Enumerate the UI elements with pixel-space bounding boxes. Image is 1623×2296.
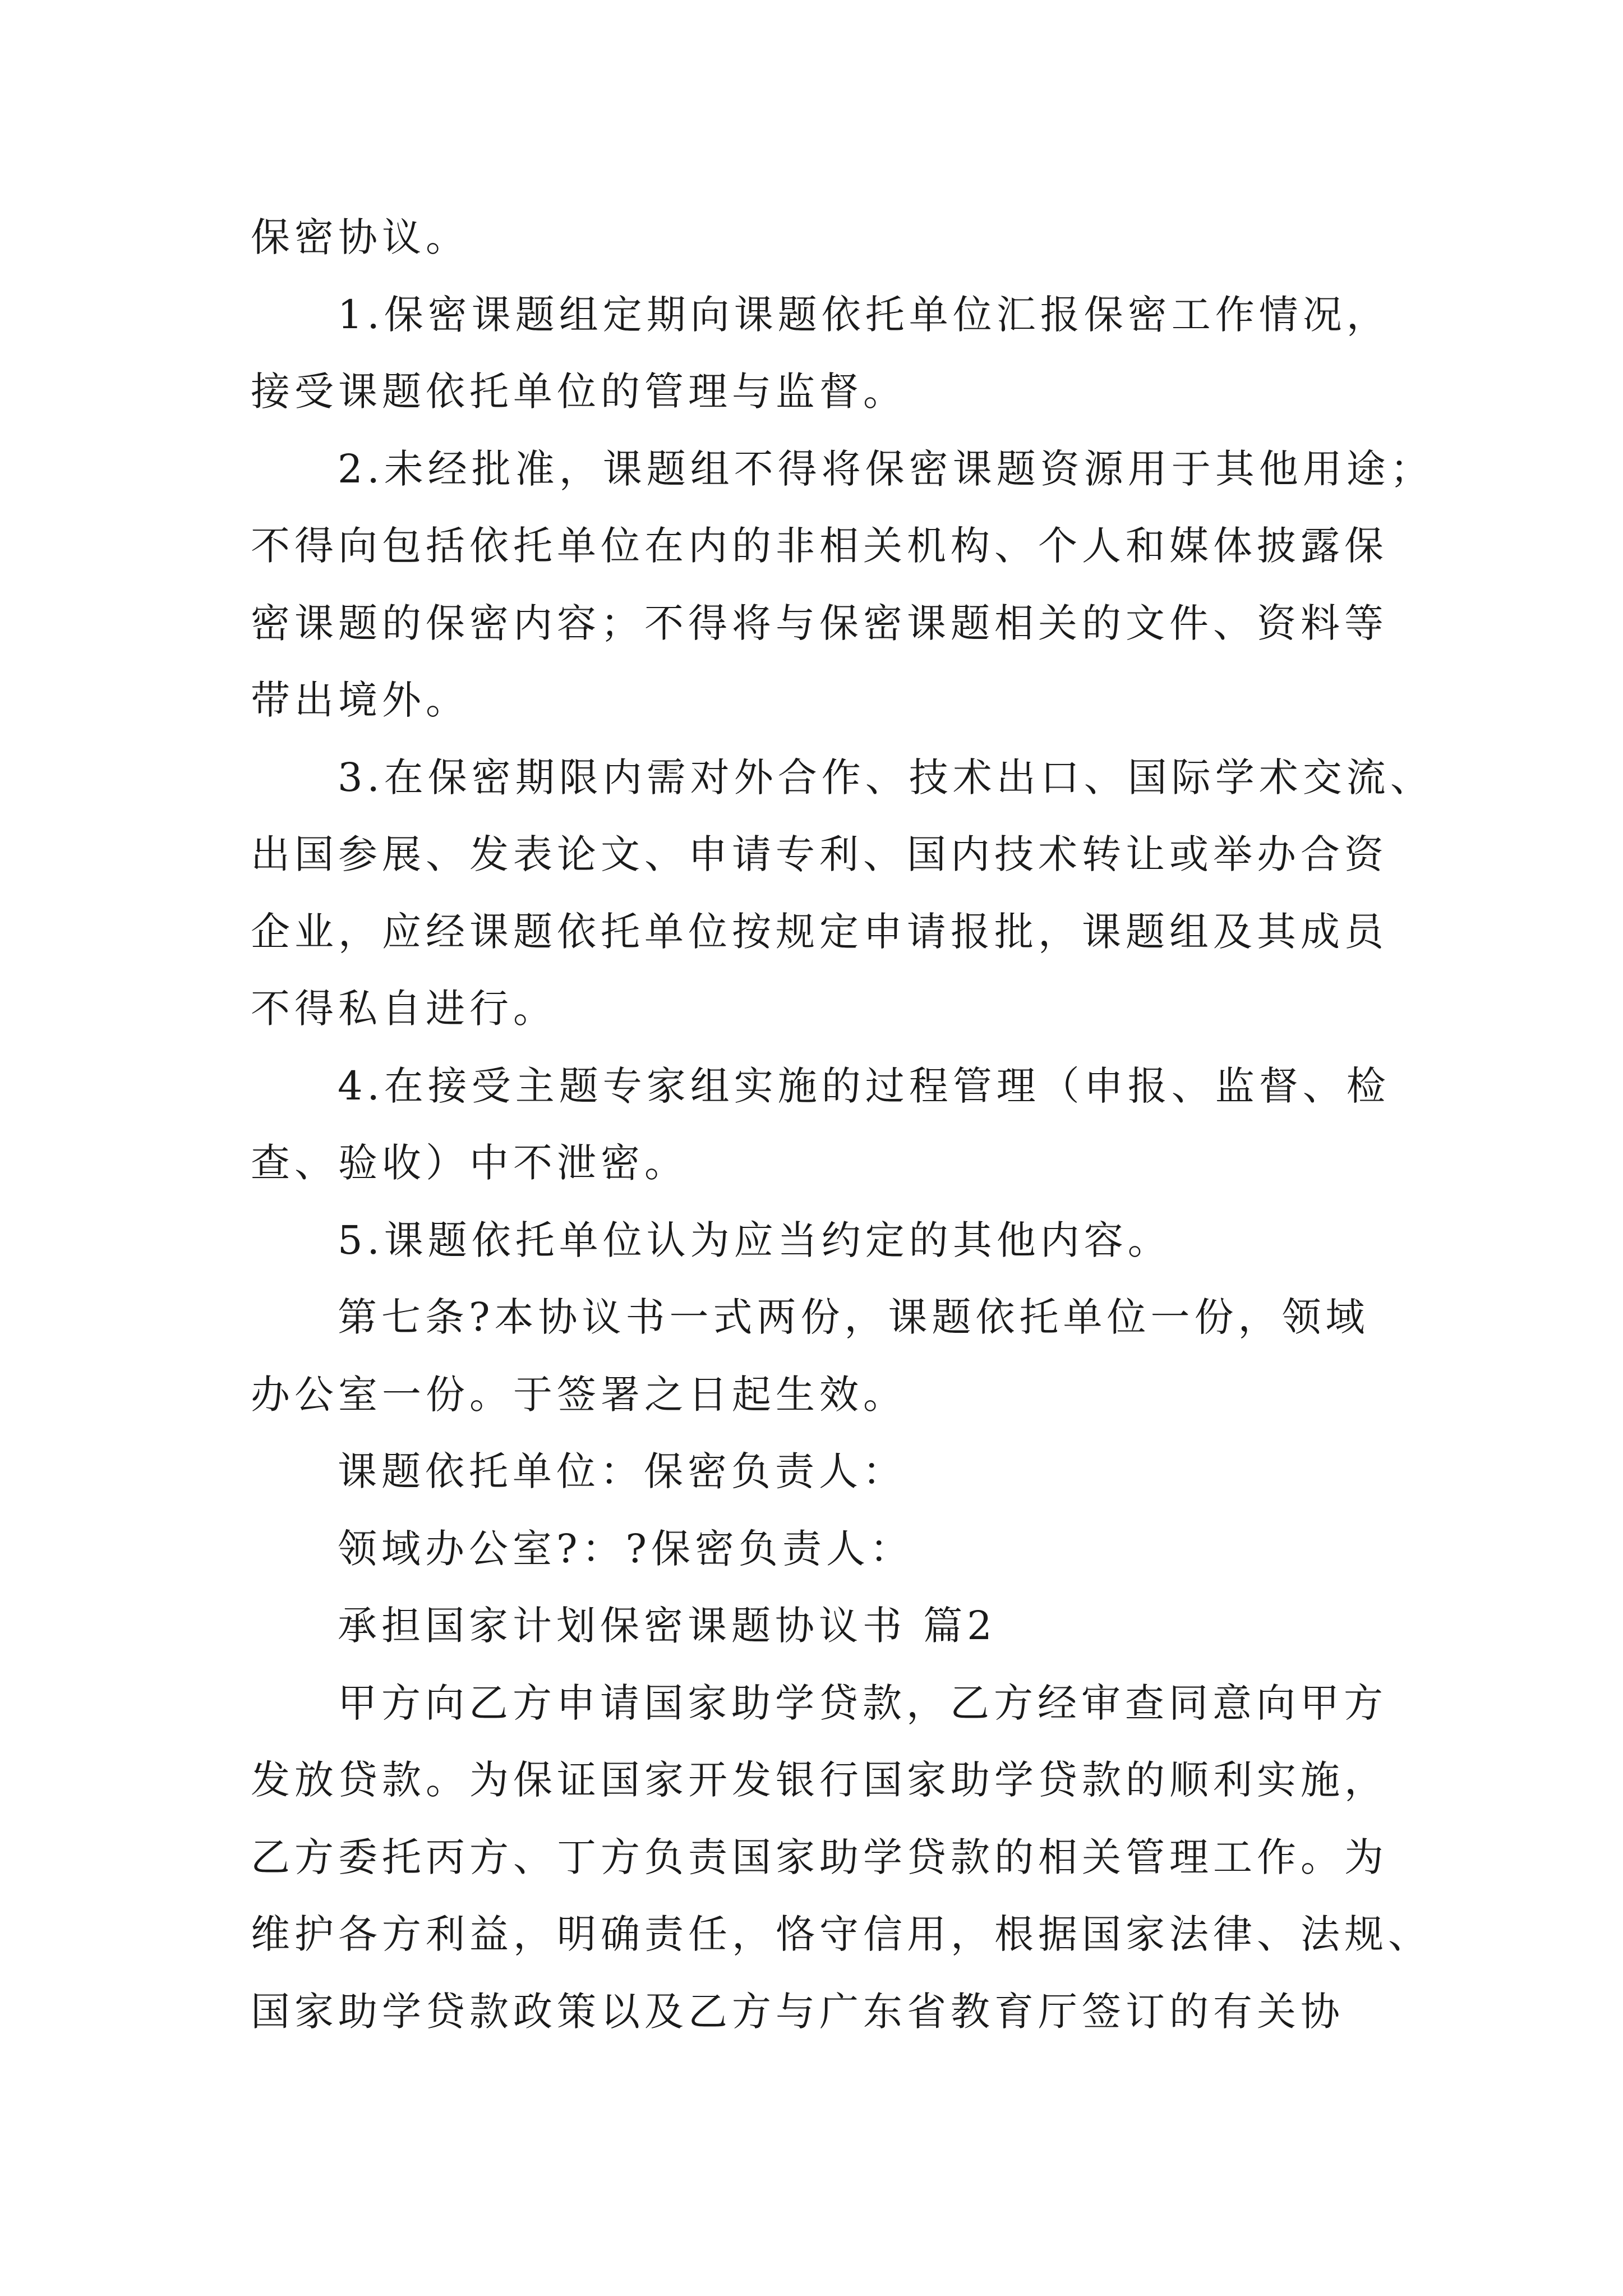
text-line: 出国参展、发表论文、申请专利、国内技术转让或举办合资 [251,831,1388,877]
text-line: 3.在保密期限内需对外合作、技术出口、国际学术交流、 [338,754,1434,800]
text-line: 查、验收）中不泄密。 [251,1140,688,1186]
text-line: 保密协议。 [251,214,469,260]
text-line: 不得私自进行。 [251,986,557,1032]
text-line: 维护各方利益，明确责任，恪守信用，根据国家法律、法规、 [251,1911,1432,1957]
text-line: 不得向包括依托单位在内的非相关机构、个人和媒体披露保 [251,523,1388,569]
text-line: 企业，应经课题依托单位按规定申请报批，课题组及其成员 [251,908,1388,955]
text-line: 办公室一份。于签署之日起生效。 [251,1371,907,1418]
text-line: 2.未经批准，课题组不得将保密课题资源用于其他用途； [338,445,1434,492]
section-heading: 承担国家计划保密课题协议书 篇2 [338,1603,997,1649]
text-line: 密课题的保密内容；不得将与保密课题相关的文件、资料等 [251,600,1388,646]
text-line: 5.课题依托单位认为应当约定的其他内容。 [338,1217,1172,1263]
text-line: 带出境外。 [251,677,469,723]
text-line: 接受课题依托单位的管理与监督。 [251,369,907,415]
text-line: 1.保密课题组定期向课题依托单位汇报保密工作情况， [338,291,1390,338]
text-line: 发放贷款。为保证国家开发银行国家助学贷款的顺利实施， [251,1757,1388,1803]
text-line: 国家助学贷款政策以及乙方与广东省教育厅签订的有关协 [251,1988,1344,2035]
text-line: 甲方向乙方申请国家助学贷款，乙方经审查同意向甲方 [338,1680,1387,1726]
text-line: 乙方委托丙方、丁方负责国家助学贷款的相关管理工作。为 [251,1834,1388,1880]
text-line: 课题依托单位：保密负责人： [338,1448,906,1494]
document-body [251,199,1434,2050]
text-line: 4.在接受主题专家组实施的过程管理（申报、监督、检 [338,1062,1390,1109]
text-line: 第七条?本协议书一式两份，课题依托单位一份，领域 [338,1294,1370,1340]
text-line: 领域办公室?：?保密负责人： [338,1525,914,1572]
